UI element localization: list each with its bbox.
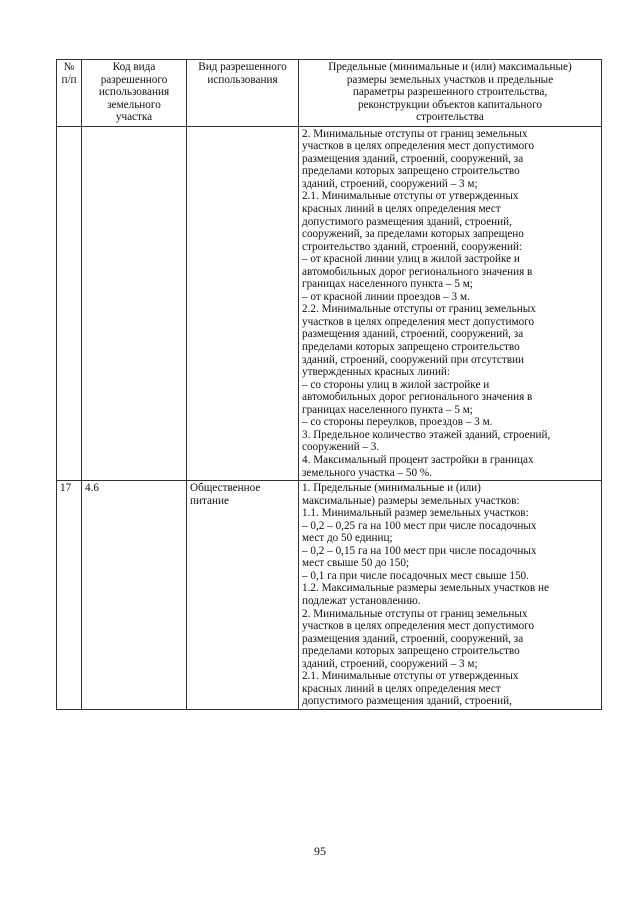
cell-parameters xyxy=(299,481,602,710)
page-number: 95 xyxy=(314,844,326,858)
cell-use-code: 4.6 xyxy=(82,481,187,710)
header-number: № п/п xyxy=(57,60,82,127)
parameter-paragraph: – со стороны переулков, проездов – 3 м. xyxy=(302,416,493,429)
cell-use-code xyxy=(82,126,187,480)
cell-number xyxy=(57,126,82,480)
parameter-paragraph: – от красной линии улиц в жилой застройке и автомобильных дорог регионального значения в границах населенного пункта – 5 м; xyxy=(302,253,533,291)
parameter-paragraph: 1.2. Максимальные размеры земельных участков не подлежат установлению. xyxy=(302,582,549,607)
parameter-paragraph: 2.1. Минимальные отступы от утвержденных красных линий в целях определения мест допустимого размещения зданий, строений, сооружений, за пределами которых запрещено строительство зданий, строений, сооружений: xyxy=(302,190,524,253)
parameter-paragraph: – со стороны улиц в жилой застройке и автомобильных дорог регионального значения в границах населенного пункта – 5 м; xyxy=(302,378,533,416)
parameter-paragraph: 2. Минимальные отступы от границ земельных участков в целях определения мест допустимого размещения зданий, строений, сооружений, за пределами которых запрещено строительство зданий, строений, сооружений – 3 м; xyxy=(302,127,535,190)
header-use-kind: Вид разрешенного использования xyxy=(187,60,299,127)
cell-parameters xyxy=(299,126,602,480)
parameter-paragraph: 2.2. Минимальные отступы от границ земельных участков в целях определения мест допустимого размещения зданий, строений, сооружений, за пределами которых запрещено строительство зданий, строений, сооружений при отсутствии утвержденных красных линий: xyxy=(302,303,536,379)
header-parameters: Предельные (минимальные и (или) максимальные) размеры земельных участков и предельные параметры разрешенного строительства, реконструкции объектов капитального строительства xyxy=(299,60,602,127)
header-use-code: Код вида разрешенного использования земельного участка xyxy=(82,60,187,127)
land-use-table xyxy=(56,59,602,710)
parameter-paragraph: 4. Максимальный процент застройки в границах земельного участка – 50 %. xyxy=(302,453,534,479)
table-row xyxy=(57,126,602,480)
parameter-paragraph: – 0,2 – 0,15 га на 100 мест при числе посадочных мест свыше 50 до 150; xyxy=(302,544,537,570)
cell-use-kind xyxy=(187,126,299,480)
parameter-paragraph: 3. Предельное количество этажей зданий, строений, сооружений – 3. xyxy=(302,428,551,454)
parameter-paragraph: 2. Минимальные отступы от границ земельных участков в целях определения мест допустимого размещения зданий, строений, сооружений, за пределами которых запрещено строительство зданий, строений, сооружений – 3 м; xyxy=(302,607,535,670)
parameter-paragraph: 1. Предельные (минимальные и (или) максимальные) размеры земельных участков: xyxy=(302,482,520,507)
table-header-row xyxy=(57,60,602,127)
cell-number: 17 xyxy=(57,481,82,710)
table-row xyxy=(57,481,602,710)
parameter-paragraph: – от красной линии проездов – 3 м. xyxy=(302,290,470,303)
parameter-paragraph: 2.1. Минимальные отступы от утвержденных красных линий в целях определения мест допустимого размещения зданий, строений, xyxy=(302,670,519,708)
parameter-paragraph: 1.1. Минимальный размер земельных участков: xyxy=(302,507,529,520)
parameter-paragraph: – 0,2 – 0,25 га на 100 мест при числе посадочных мест до 50 единиц; xyxy=(302,519,537,545)
parameter-paragraph: – 0,1 га при числе посадочных мест свыше 150. xyxy=(302,569,529,582)
cell-use-kind: Общественное питание xyxy=(187,481,299,710)
